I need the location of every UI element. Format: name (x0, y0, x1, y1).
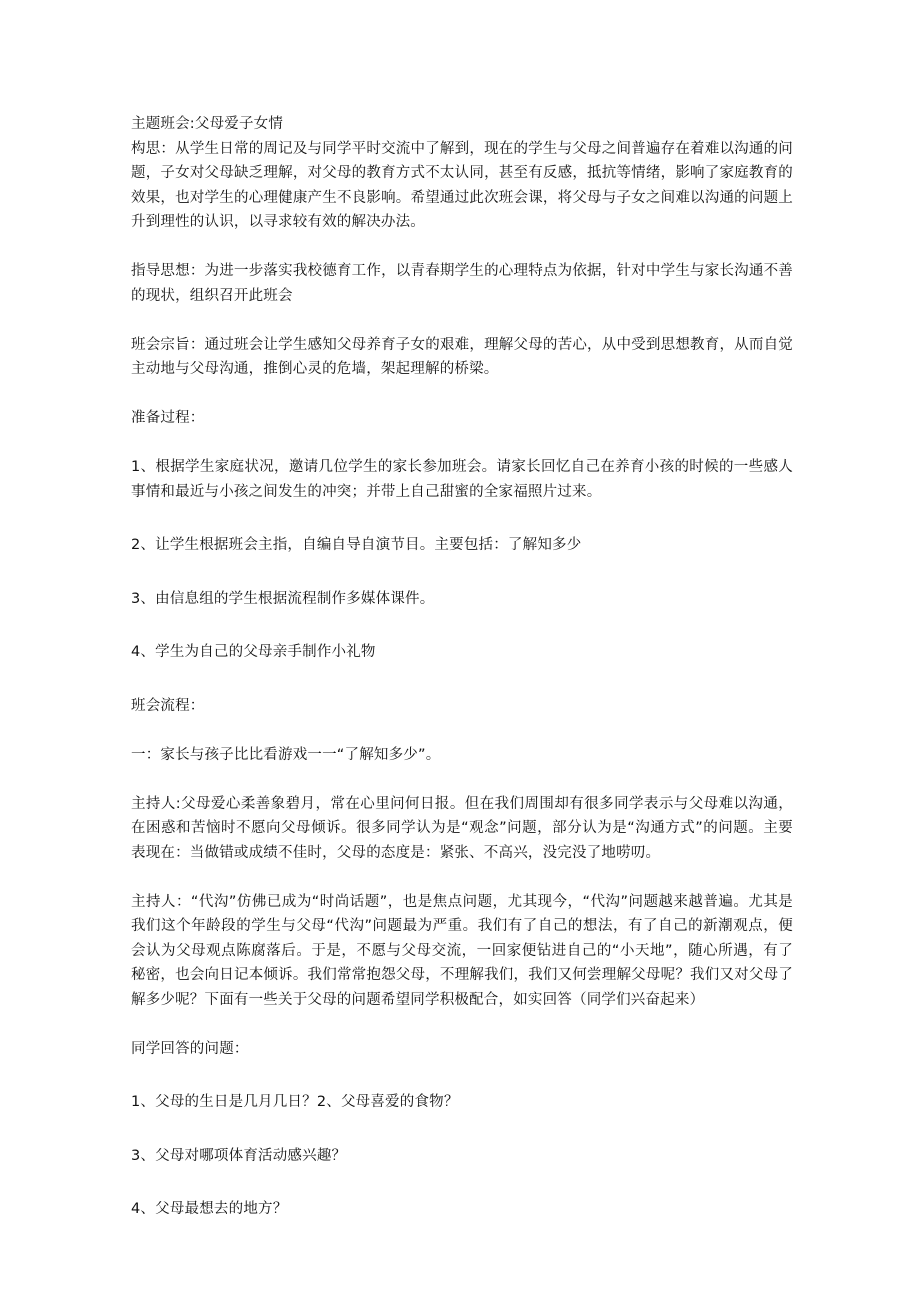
document-body (131, 112, 793, 1222)
host-paragraph: 主持人:父母爱心柔善象碧月，常在心里问何日报。但在我们周围却有很多同学表示与父母难以沟通，在困惑和苦恼时不愿向父母倾诉。很多同学认为是“观念”问题，部分认为是“沟通方式”的问题。主要表现在：当做错或成绩不佳时，父母的态度是：紧张、不高兴，没完没了地唠叨。 (131, 795, 793, 861)
host-paragraph: 主持人：“代沟”仿佛已成为“时尚话题”，也是焦点问题，尤其现今，“代沟”问题越来越普遍。尤其是我们这个年龄段的学生与父母“代沟”问题最为严重。我们有了自己的想法，有了自己的新潮观点，便会认为父母观点陈腐落后。于是，不愿与父母交流，一回家便钻进自己的“小天地”，随心所遇，有了秘密，也会向日记本倾诉。我们常常抱怨父母，不理解我们，我们又何尝理解父母呢？我们又对父母了解多少呢？下面有一些关于父母的问题希望同学积极配合，如实回答（同学们兴奋起来） (131, 893, 793, 1008)
question-item: 3、父母对哪项体育活动感兴趣？ (131, 1147, 347, 1164)
guiding-paragraph: 指导思想：为进一步落实我校德育工作，以青春期学生的心理特点为依据，针对中学生与家长沟通不善的现状，组织召开此班会 (131, 263, 793, 304)
question-item: 1、父母的生日是几月几日？2、父母喜爱的食物？ (131, 1094, 459, 1110)
prep-item: 3、由信息组的学生根据流程制作多媒体课件。 (131, 590, 435, 607)
purpose-paragraph: 班会宗旨：通过班会让学生感知父母养育子女的艰难，理解父母的苦心，从中受到思想教育，从而自觉主动地与父母沟通，推倒心灵的危墙，架起理解的桥梁。 (131, 336, 793, 377)
flow-step: 一：家长与孩子比比看游戏一一“了解知多少”。 (131, 746, 441, 763)
prep-item: 1、根据学生家庭状况，邀请几位学生的家长参加班会。请家长回忆自己在养育小孩的时候的一些感人事情和最近与小孩之间发生的冲突；并带上自己甜蜜的全家福照片过来。 (131, 459, 793, 500)
document-title: 主题班会:父母爱子女情 (131, 116, 284, 132)
flow-heading: 班会流程： (131, 697, 205, 714)
prep-item: 4、学生为自己的父母亲手制作小礼物 (131, 644, 376, 660)
questions-heading: 同学回答的问题： (131, 1040, 249, 1057)
question-item: 4、父母最想去的地方？ (131, 1201, 288, 1217)
prep-heading: 准备过程： (131, 410, 205, 426)
prep-item: 2、让学生根据班会主指，自编自导自演节目。主要包括：了解知多少 (131, 537, 582, 553)
concept-paragraph: 构思：从学生日常的周记及与同学平时交流中了解到，现在的学生与父母之间普遍存在着难以沟通的问题，子女对父母缺乏理解，对父母的教育方式不太认同，甚至有反感，抵抗等情绪，影响了家庭教育的效果，也对学生的心理健康产生不良影响。希望通过此次班会课，将父母与子女之间难以沟通的问题上升到理性的认识，以寻求较有效的解决办法。 (131, 140, 793, 230)
